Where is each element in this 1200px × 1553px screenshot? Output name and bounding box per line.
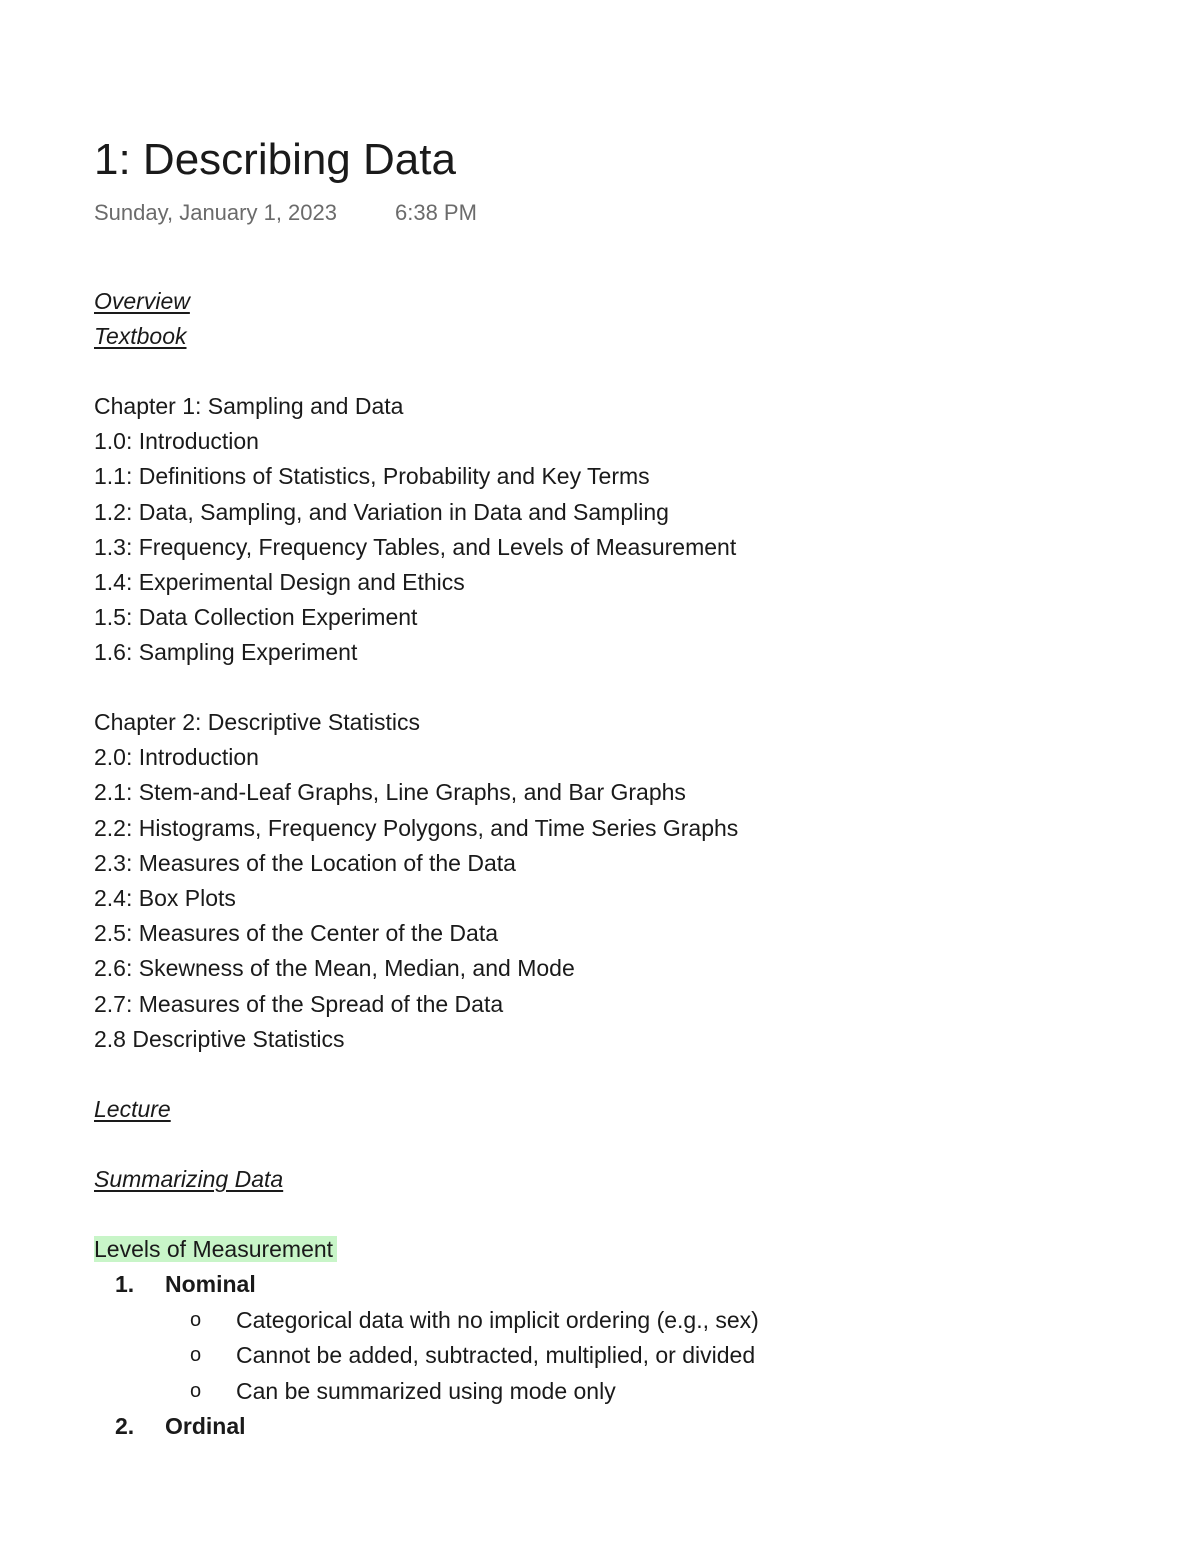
- bullet-text: Categorical data with no implicit ordering (e.g., sex): [236, 1307, 759, 1333]
- list-item: 1.5: Data Collection Experiment: [94, 604, 418, 631]
- item-label: Ordinal: [165, 1413, 246, 1439]
- list-item: 2.7: Measures of the Spread of the Data: [94, 990, 504, 1017]
- list-item: 2.5: Measures of the Center of the Data: [94, 920, 499, 947]
- bullet-text: Can be summarized using mode only: [236, 1378, 616, 1404]
- list-item: 1.3: Frequency, Frequency Tables, and Levels of Measurement: [94, 533, 737, 560]
- overview-link[interactable]: Overview: [94, 288, 190, 314]
- chapter-2-list: [94, 705, 738, 1057]
- item-number: 2.: [115, 1413, 135, 1439]
- chapter-1-list: [94, 389, 736, 671]
- list-item: 1.0: Introduction: [94, 428, 259, 455]
- list-item: 2.8 Descriptive Statistics: [94, 1025, 345, 1052]
- list-item: 2.0: Introduction: [94, 744, 259, 771]
- levels-heading-wrap: [94, 1232, 337, 1267]
- list-item: 1.4: Experimental Design and Ethics: [94, 569, 465, 596]
- summarizing-link-wrap: [94, 1162, 283, 1197]
- item-number: 1.: [115, 1271, 135, 1297]
- chapter-2-heading: Chapter 2: Descriptive Statistics: [94, 709, 420, 735]
- item-label: Nominal: [165, 1271, 256, 1297]
- lecture-link-wrap: [94, 1092, 171, 1127]
- list-item: 2.2: Histograms, Frequency Polygons, and Time Series Graphs: [94, 814, 739, 841]
- list-item: 1.2: Data, Sampling, and Variation in Data and Sampling: [94, 498, 669, 525]
- page-title: 1: Describing Data: [94, 135, 456, 184]
- bullet-mark: o: [190, 1380, 202, 1402]
- list-item: 2.4: Box Plots: [94, 885, 236, 912]
- levels-of-measurement-heading: Levels of Measurement: [94, 1236, 337, 1262]
- lecture-link[interactable]: Lecture: [94, 1096, 171, 1122]
- bullet-text: Cannot be added, subtracted, multiplied, or divided: [236, 1342, 756, 1368]
- list-item: 2.1: Stem-and-Leaf Graphs, Line Graphs, and Bar Graphs: [94, 779, 686, 806]
- bullet-mark: o: [190, 1309, 202, 1331]
- summarizing-data-link[interactable]: Summarizing Data: [94, 1166, 284, 1192]
- list-item: 1.1: Definitions of Statistics, Probability and Key Terms: [94, 463, 650, 490]
- list-item: 2.6: Skewness of the Mean, Median, and Mode: [94, 955, 575, 982]
- list-item: 1.6: Sampling Experiment: [94, 639, 358, 666]
- bullet-mark: o: [190, 1344, 202, 1366]
- chapter-1-heading: Chapter 1: Sampling and Data: [94, 393, 404, 419]
- note-date: Sunday, January 1, 2023: [94, 200, 337, 225]
- list-item: 2.3: Measures of the Location of the Data: [94, 849, 516, 876]
- overview-links: [94, 284, 190, 354]
- note-time: 6:38 PM: [395, 200, 477, 225]
- note-timestamp: [94, 199, 477, 227]
- textbook-link[interactable]: Textbook: [94, 323, 187, 350]
